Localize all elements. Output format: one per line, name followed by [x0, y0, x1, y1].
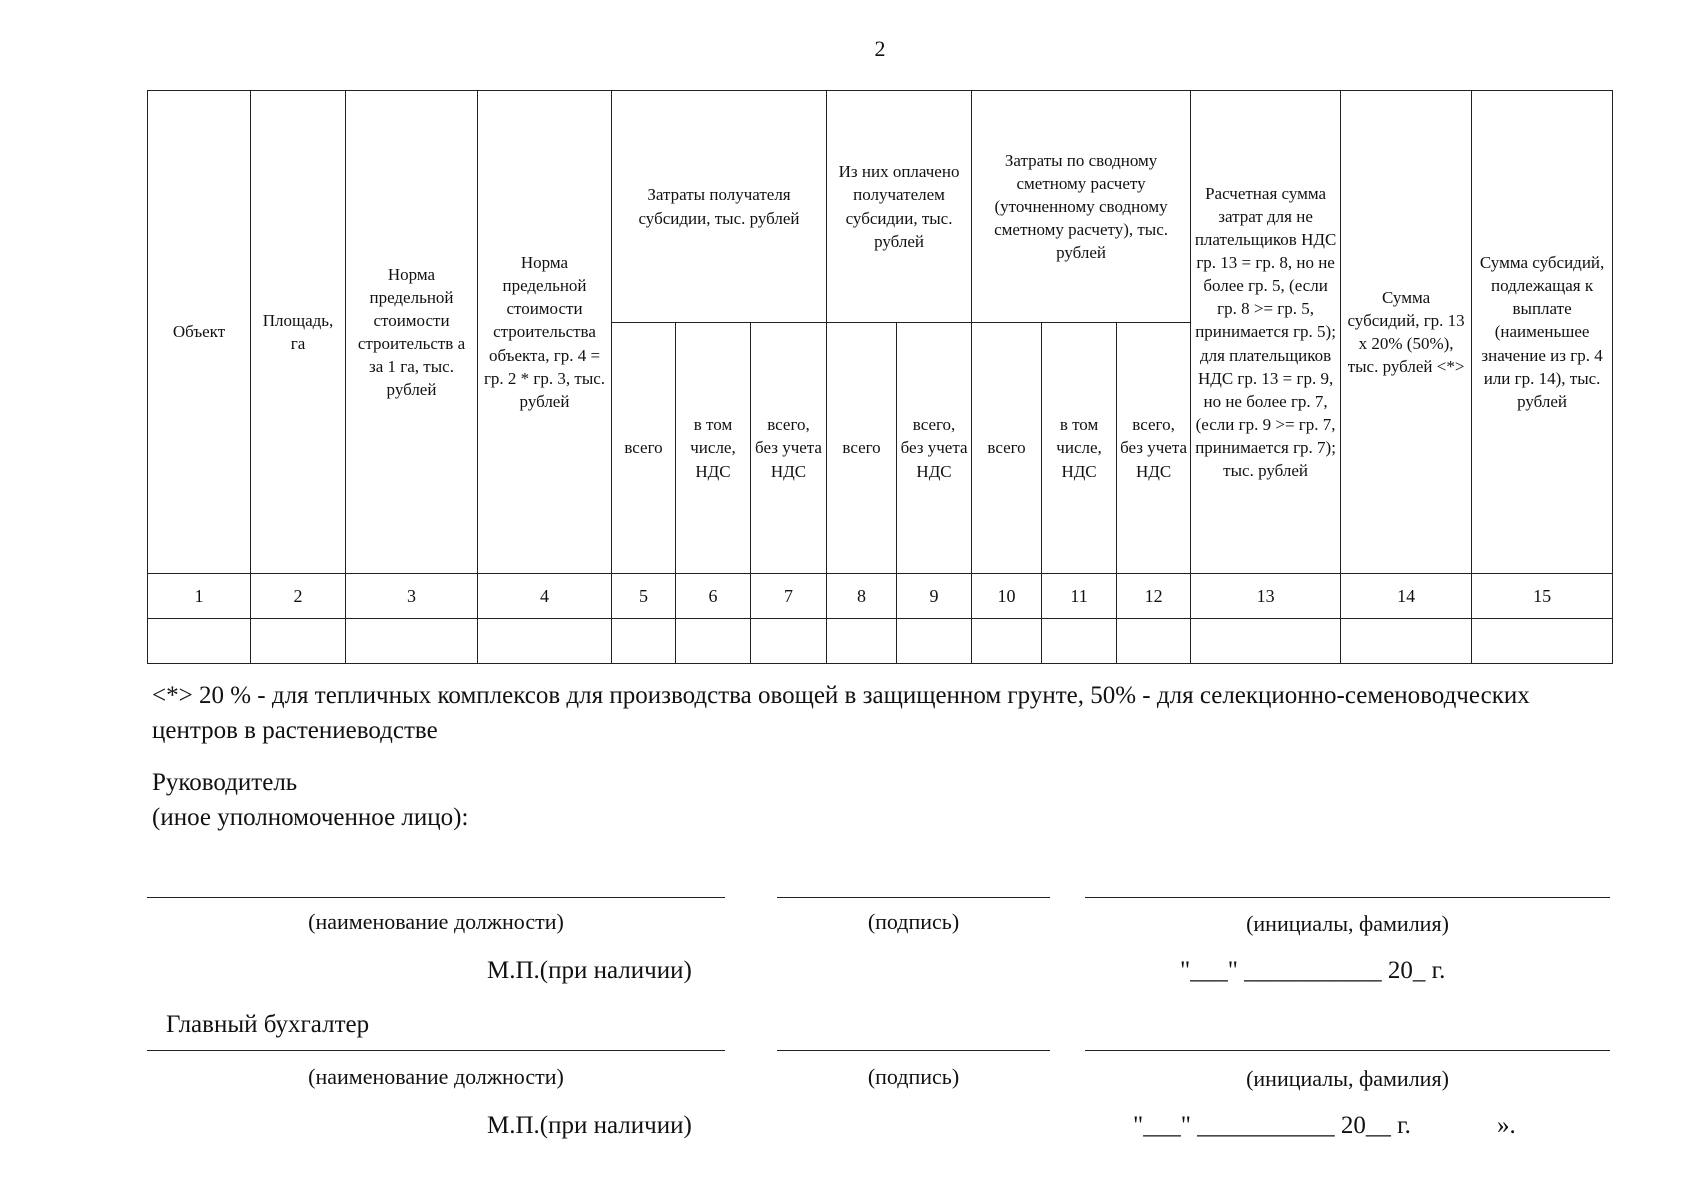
column-number: 14	[1341, 574, 1472, 619]
accountant-signature-caption: (подпись)	[867, 1064, 960, 1089]
column-number: 15	[1472, 574, 1613, 619]
table-cell[interactable]	[897, 619, 972, 664]
head-name-caption: (инициалы, фамилия)	[1246, 911, 1449, 936]
header-estimate-vat: в том числе, НДС	[1042, 323, 1117, 574]
head-position-caption: (наименование должности)	[308, 909, 564, 934]
column-number: 4	[478, 574, 612, 619]
header-costs-vat: в том числе, НДС	[676, 323, 751, 574]
header-subsidy-sum: Сумма субсидий, гр. 13 x 20% (50%), тыс. рублей <*>	[1341, 91, 1472, 574]
column-number: 8	[827, 574, 897, 619]
column-number: 6	[676, 574, 751, 619]
table-cell[interactable]	[751, 619, 827, 664]
header-estimate-excl-vat: всего, без учета НДС	[1117, 323, 1191, 574]
table-cell[interactable]	[676, 619, 751, 664]
column-number: 1	[148, 574, 251, 619]
header-calc-sum: Расчетная сумма затрат для не плательщиков НДС гр. 13 = гр. 8, но не более гр. 5, (если гр. 8 >= гр. 5, принимается гр. 5); для плательщиков НДС гр. 13 = гр. 9, но не более гр. 7, (если гр. 9 >= гр. 7, принимается гр. 7); тыс. рублей	[1191, 91, 1341, 574]
header-paid-excl-vat: всего, без учета НДС	[897, 323, 972, 574]
column-number: 13	[1191, 574, 1341, 619]
accountant-signature-line[interactable]	[777, 1050, 1050, 1051]
column-number: 2	[251, 574, 346, 619]
subsidy-calculation-table	[147, 90, 1613, 664]
table-cell[interactable]	[346, 619, 478, 664]
header-object: Объект	[148, 91, 251, 574]
head-signature-caption: (подпись)	[867, 909, 960, 934]
table-cell[interactable]	[251, 619, 346, 664]
footnote: <*> 20 % - для тепличных комплексов для производства овощей в защищенном грунте, 50% - для селекционно-семеноводческих центров в растениеводстве	[152, 682, 1530, 744]
head-position-line[interactable]	[147, 897, 725, 898]
header-estimate-total: всего	[972, 323, 1042, 574]
column-number: 3	[346, 574, 478, 619]
header-paid-total: всего	[827, 323, 897, 574]
header-costs-group: Затраты получателя субсидии, тыс. рублей	[612, 91, 827, 323]
closing-quote: ».	[1497, 1112, 1516, 1139]
head-name-line[interactable]	[1085, 897, 1610, 898]
table-cell[interactable]	[1042, 619, 1117, 664]
accountant-name-caption: (инициалы, фамилия)	[1246, 1066, 1449, 1091]
table-cell[interactable]	[1472, 619, 1613, 664]
head-title: Руководитель	[152, 769, 298, 796]
head-date: "___" ___________ 20_ г.	[1180, 957, 1446, 984]
column-number: 7	[751, 574, 827, 619]
column-number: 11	[1042, 574, 1117, 619]
header-norm-object: Норма предельной стоимости строительства объекта, гр. 4 = гр. 2 * гр. 3, тыс. рублей	[478, 91, 612, 574]
head-signature-line[interactable]	[777, 897, 1050, 898]
table-cell[interactable]	[478, 619, 612, 664]
page-number: 2	[874, 36, 886, 61]
accountant-position-caption: (наименование должности)	[308, 1064, 564, 1089]
accountant-title: Главный бухгалтер	[166, 1011, 370, 1038]
accountant-stamp: М.П.(при наличии)	[487, 1112, 692, 1139]
table-cell[interactable]	[1341, 619, 1472, 664]
head-subtitle: (иное уполномоченное лицо):	[152, 804, 469, 831]
table-cell[interactable]	[1191, 619, 1341, 664]
column-number: 9	[897, 574, 972, 619]
column-number-row	[148, 574, 1613, 619]
accountant-date: "___" ___________ 20__ г.	[1133, 1112, 1411, 1139]
accountant-name-line[interactable]	[1085, 1050, 1610, 1051]
table-row	[148, 619, 1613, 664]
column-number: 10	[972, 574, 1042, 619]
column-number: 12	[1117, 574, 1191, 619]
table-cell[interactable]	[148, 619, 251, 664]
header-paid-group: Из них оплачено получателем субсидии, тыс. рублей	[827, 91, 972, 323]
header-costs-excl-vat: всего, без учета НДС	[751, 323, 827, 574]
header-costs-total: всего	[612, 323, 676, 574]
header-norm-per-ha: Норма предельной стоимости строительств а за 1 га, тыс. рублей	[346, 91, 478, 574]
header-area: Площадь, га	[251, 91, 346, 574]
table-cell[interactable]	[827, 619, 897, 664]
column-number: 5	[612, 574, 676, 619]
table-cell[interactable]	[972, 619, 1042, 664]
table-cell[interactable]	[1117, 619, 1191, 664]
header-subsidy-payable: Сумма субсидий, подлежащая к выплате (наименьшее значение из гр. 4 или гр. 14), тыс. рублей	[1472, 91, 1613, 574]
header-estimate-group: Затраты по сводному сметному расчету (уточненному сводному сметному расчету), тыс. рублей	[972, 91, 1191, 323]
table-cell[interactable]	[612, 619, 676, 664]
accountant-position-line[interactable]	[147, 1050, 725, 1051]
head-stamp: М.П.(при наличии)	[487, 957, 692, 984]
